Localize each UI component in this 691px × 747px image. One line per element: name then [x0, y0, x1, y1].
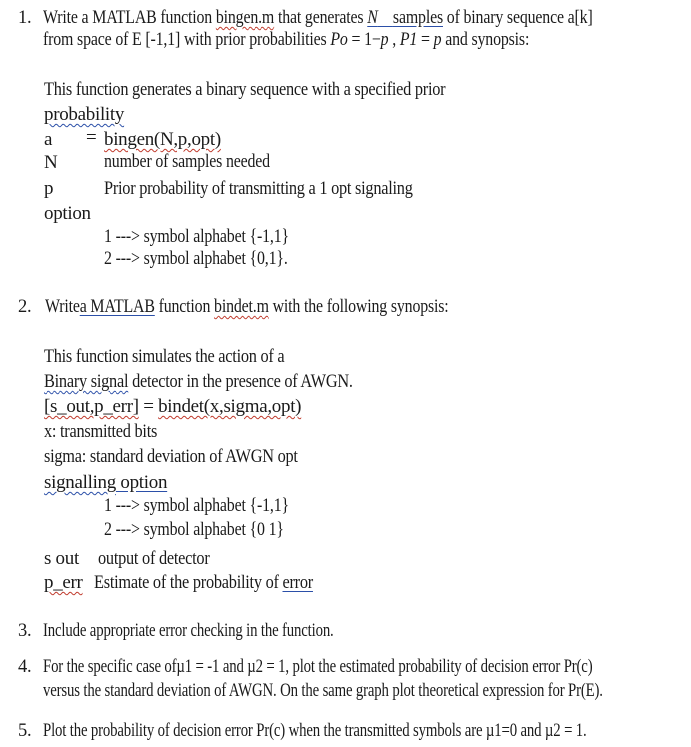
item-1-text: , [388, 30, 400, 50]
item-1-line-1 [43, 9, 682, 28]
block2-signalling [44, 473, 167, 492]
item-1-text: and synopsis: [441, 30, 530, 50]
block2-desc-line-1: This function simulates the action of a [44, 346, 285, 367]
block2-s-out-label: s out [44, 548, 79, 569]
block1-desc-line-2: probability [44, 104, 125, 125]
item-2-text: with the following synopsis: [268, 297, 449, 317]
block2-desc-text: detector in the presence of AWGN. [128, 371, 353, 392]
block2-x-desc: x: transmitted bits [44, 421, 158, 442]
item-1-text: = 1− [347, 30, 381, 50]
word-error: error [282, 572, 313, 593]
block1-N-label: N [44, 152, 58, 173]
item-5-text: Plot the probability of decision error Pr(c) when the transmitted symbols are µ1=0 and µ2 = 1. [43, 721, 587, 741]
function-name-bingen: bingen.m [215, 8, 275, 28]
var-P1: P1 [399, 30, 418, 50]
block2-option-2: 2 ---> symbol alphabet {0 1} [104, 520, 284, 540]
synopsis-eq: = [138, 396, 159, 417]
function-name-bindet: bindet.m [214, 297, 269, 317]
var-p: p [380, 30, 389, 50]
item-5-number: 5. [18, 721, 32, 741]
block1-option-2: 2 ---> symbol alphabet {0,1}. [104, 249, 288, 269]
block1-N-desc: number of samples needed [104, 152, 270, 172]
block1-p-label: p [44, 178, 54, 199]
block2-p-err-label: p_err [44, 572, 83, 593]
word-option: option [115, 472, 168, 493]
item-3-text: Include appropriate error checking in the function. [43, 621, 334, 641]
block1-a-eq: = [86, 127, 97, 148]
block1-a-value: bingen(N,p,opt) [104, 129, 221, 150]
item-4-number: 4. [18, 657, 32, 677]
block1-option-label: option [44, 203, 91, 224]
item-2-text: Write [45, 297, 80, 317]
word-samples: samples [392, 8, 443, 28]
block2-s-out-desc: output of detector [98, 548, 210, 569]
item-4-line-2: versus the standard deviation of AWGN. On the same graph plot theoretical expression for Pr(E). [43, 681, 603, 701]
block1-desc-line-1: This function generates a binary sequence with a specified prior [44, 79, 446, 100]
item-1-text: Write a MATLAB function [43, 8, 216, 28]
block2-synopsis [44, 397, 301, 416]
var-p: p [433, 30, 442, 50]
item-1-text: that generates [274, 8, 368, 28]
item-2-text: function [154, 297, 215, 317]
item-3-number: 3. [18, 621, 32, 641]
synopsis-call: bindet(x,sigma,opt) [158, 396, 302, 417]
word-a-matlab: a MATLAB [79, 297, 155, 317]
underline-gap [378, 8, 393, 28]
word-signalling: signalling [44, 472, 116, 493]
item-2-line-1 [45, 298, 514, 317]
block1-a-label: a [44, 129, 53, 150]
item-1-text: = [417, 30, 434, 50]
var-N: N [367, 8, 378, 28]
block2-sigma-desc: sigma: standard deviation of AWGN opt [44, 446, 298, 467]
p-err-desc-text: Estimate of the probability of [94, 572, 283, 593]
item-1-text: from space of E [-1,1] with prior probabilities [43, 30, 331, 50]
block1-p-desc: Prior probability of transmitting a 1 opt signaling [104, 178, 413, 199]
item-2-number: 2. [18, 297, 32, 317]
item-1-number: 1. [18, 8, 32, 28]
item-1-line-2 [43, 31, 608, 50]
block2-option-1: 1 ---> symbol alphabet {-1,1} [104, 496, 289, 516]
synopsis-outputs: [s_out,p_err] [44, 396, 139, 417]
block2-p-err-desc [94, 573, 349, 592]
block2-desc-line-2 [44, 372, 403, 391]
item-4-line-1: For the specific case ofµ1 = -1 and µ2 = 1, plot the estimated probability of decision error Pr(c) [43, 657, 593, 677]
var-Po: Po [330, 30, 348, 50]
item-1-text: of binary sequence a[k] [442, 8, 593, 28]
phrase-binary-signal: Binary signal [44, 371, 129, 392]
block1-option-1: 1 ---> symbol alphabet {-1,1} [104, 227, 289, 247]
